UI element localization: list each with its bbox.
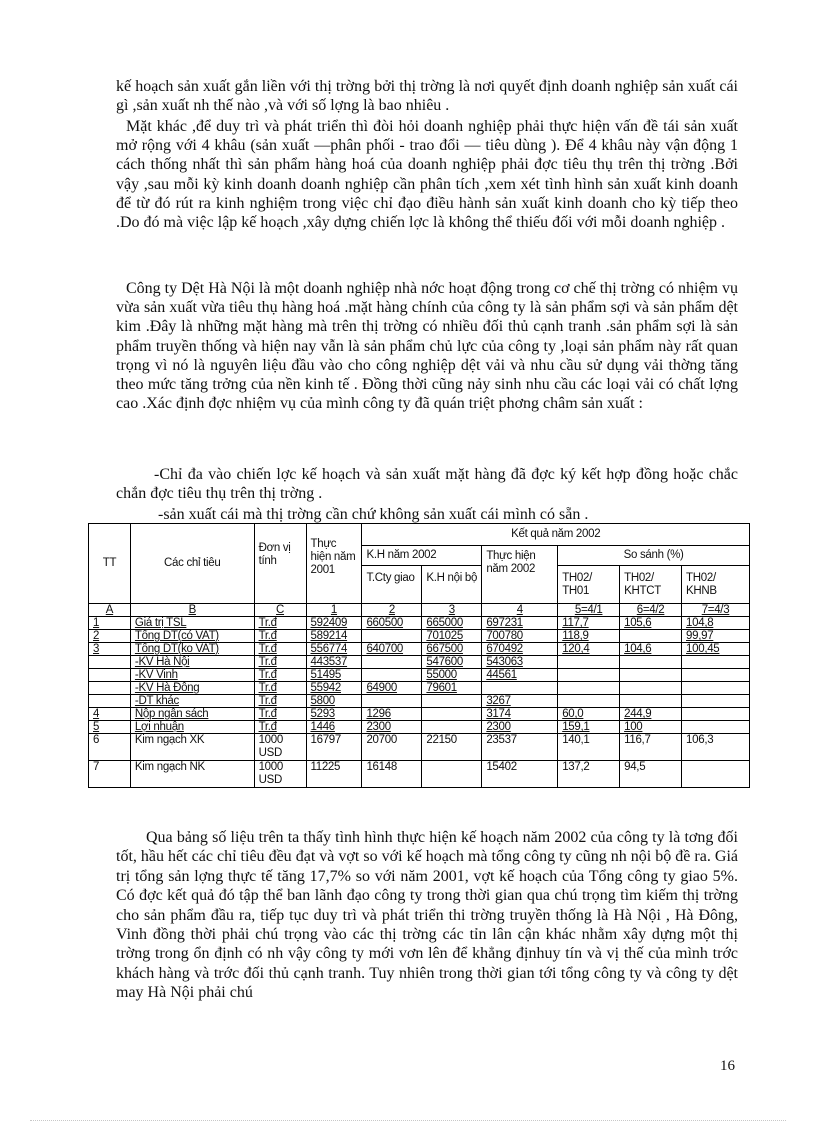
- table-cell: [362, 669, 422, 682]
- table-row: [89, 695, 750, 708]
- table-cell: Tr.đ: [254, 630, 306, 643]
- table-cell: [558, 656, 620, 669]
- table-cell: 443537: [306, 656, 362, 669]
- table-cell: Tổng DT(có VAT): [130, 630, 254, 643]
- table-cell: 3174: [482, 708, 558, 721]
- table-cell: Tr.đ: [254, 643, 306, 656]
- table-cell: Giá trị TSL: [130, 617, 254, 630]
- table-row: [89, 630, 750, 643]
- table-row: [89, 669, 750, 682]
- table-cell: 7: [89, 761, 131, 788]
- table-cell: 1000 USD: [254, 761, 306, 788]
- paragraph-3: Công ty Dệt Hà Nội là một doanh nghiệp nhà nớc hoạt động trong cơ chế thị trờng có nhiệm vụ vừa sản xuất vừa tiêu thụ hàng hoá .mặt hàng chính của công ty là sản phẩm sợi và sản phẩm dệt kim .Đây là những mặt hàng mà trên thị trờng có nhiều đối thủ cạnh tranh .sản phẩm sợi là sản phẩm truyền thống và hiện nay vẫn là sản phẩm chủ lực của công ty ,loại sản phẩm này rất quan trọng vì nó là nguyên liệu đầu vào cho công nghiệp dệt vải và nhu cầu sử dụng vải thờng tăng theo mức tăng trởng của nền kinh tế . Đồng thời cũng nảy sinh nhu cầu các loại vải có chất lợng cao .Xác định đợc nhiệm vụ của mình công ty đã quán triệt phơng châm sản xuất :: [116, 280, 738, 413]
- table-cell: 589214: [306, 630, 362, 643]
- table-cell: [620, 669, 682, 682]
- table-cell: [682, 721, 750, 734]
- table-cell: -DT khác: [130, 695, 254, 708]
- table-row: [89, 734, 750, 761]
- table-cell: [682, 695, 750, 708]
- table-cell: 137,2: [558, 761, 620, 788]
- table-cell: 116,7: [620, 734, 682, 761]
- table-cell: 117,7: [558, 617, 620, 630]
- table-cell: 6: [89, 734, 131, 761]
- table-cell: 55000: [422, 669, 482, 682]
- table-cell: 20700: [362, 734, 422, 761]
- table-cell: 697231: [482, 617, 558, 630]
- table-cell: 5: [89, 721, 131, 734]
- table-cell: 44561: [482, 669, 558, 682]
- table-cell: [89, 656, 131, 669]
- table-cell: 104,6: [620, 643, 682, 656]
- table-cell: [682, 761, 750, 788]
- table-cell: 104,8: [682, 617, 750, 630]
- table-cell: [620, 682, 682, 695]
- table-cell: [558, 682, 620, 695]
- header-th02-khnb: TH02/ KHNB: [682, 566, 750, 604]
- bullet-1: -Chỉ đa vào chiến lợc kế hoạch và sản xuất mặt hàng đã đợc ký kết hợp đồng hoặc chắc chắn đợc tiêu thụ trên thị trờng .: [116, 466, 738, 503]
- page-number: 16: [720, 1058, 735, 1074]
- table-cell: 2: [89, 630, 131, 643]
- table-cell: Kim ngạch NK: [130, 761, 254, 788]
- table-cell: 1446: [306, 721, 362, 734]
- code-cell: 6=4/2: [620, 604, 682, 617]
- table-row: [89, 708, 750, 721]
- table-cell: 100: [620, 721, 682, 734]
- header-don-vi: Đơn vị tính: [254, 524, 306, 604]
- paragraph-1: kế hoạch sản xuất gắn liền với thị trờng bởi thị trờng là nơi quyết định doanh nghiệp sản xuất cái gì ,sản xuất nh thế nào ,và với số lợng là bao nhiêu .: [116, 78, 738, 115]
- table-cell: Tổng DT(ko VAT): [130, 643, 254, 656]
- table-cell: [362, 695, 422, 708]
- table-cell: 667500: [422, 643, 482, 656]
- bullet-2: -sản xuất cái mà thị trờng cần chứ không sản xuất cái mình có sẵn .: [158, 506, 589, 523]
- code-cell: 4: [482, 604, 558, 617]
- table-cell: 16797: [306, 734, 362, 761]
- header-kh-noi-bo: K.H nội bộ: [422, 566, 482, 604]
- code-cell: 5=4/1: [558, 604, 620, 617]
- table-cell: 3: [89, 643, 131, 656]
- table-cell: Kim ngạch XK: [130, 734, 254, 761]
- table-cell: 700780: [482, 630, 558, 643]
- table-cell: Tr.đ: [254, 708, 306, 721]
- table-cell: 665000: [422, 617, 482, 630]
- paragraph-2: Mặt khác ,để duy trì và phát triển thì đòi hỏi doanh nghiệp phải thực hiện vấn đề tái sản xuất mở rộng với 4 khâu (sản xuất —phân phối - trao đổi — tiêu dùng ). Để 4 khâu này vận động 1 cách thống nhất thì sản phẩm hàng hoá của doanh nghiệp phải đợc tiêu thụ trên thị trờng .Bởi vậy ,sau mỗi kỳ kinh doanh doanh nghiệp cần phân tích ,xem xét tình hình sản xuất kinh doanh để từ đó rút ra kinh nghiệm trong việc chỉ đạo điều hành sản xuất kinh doanh cho kỳ tiếp theo .Do đó mà việc lập kế hoạch ,xây dựng chiến lợc là không thể thiếu đối với mỗi doanh nghiệp .: [116, 118, 738, 232]
- table-cell: -KV Hà Nội: [130, 656, 254, 669]
- table-cell: [558, 695, 620, 708]
- table-cell: [362, 656, 422, 669]
- table-body: [89, 617, 750, 734]
- table-cell: 79601: [422, 682, 482, 695]
- header-thuc-hien-2002: Thực hiện năm 2002: [482, 546, 558, 604]
- table-cell: [620, 630, 682, 643]
- code-cell: 1: [306, 604, 362, 617]
- table-cell: Lợi nhuận: [130, 721, 254, 734]
- table-cell: [682, 682, 750, 695]
- table-cell: [682, 669, 750, 682]
- table-cell: [422, 708, 482, 721]
- table-cell: Tr.đ: [254, 669, 306, 682]
- table-cell: 556774: [306, 643, 362, 656]
- paragraph-4: Qua bảng số liệu trên ta thấy tình hình thực hiện kế hoạch năm 2002 của công ty là tơng đối tốt, hầu hết các chỉ tiêu đều đạt và vợt so với kế hoạch mà tổng công ty cũng nh nội bộ đề ra. Giá trị tổng sản lợng thực tế tăng 17,7% so với năm 2001, vợt kế hoạch của Tổng công ty giao 5%. Có đợc kết quả đó tập thể ban lãnh đạo công ty trong thời gian qua chú trọng tìm kiếm thị trờng cho sản phẩm đầu ra, tiếp tục duy trì và phát triển thi trờng truyền thống là Hà Nội , Hà Đông, Vinh đồng thời phải chú trọng vào các thị trờng các tỉn lân cận khác nhằm xây dựng một thị trờng trong ổn định có nh vậy công ty mới vơn lên để khẳng địnhuy tín và vị thế của mình trớc khách hàng và trớc đối thủ cạnh tranh. Tuy nhiên trong thời gian tới tổng công ty và công ty dệt may Hà Nội phải chú: [116, 829, 738, 1002]
- table-cell: 547600: [422, 656, 482, 669]
- table-cell: 543063: [482, 656, 558, 669]
- table-cell: Tr.đ: [254, 617, 306, 630]
- table-cell: 15402: [482, 761, 558, 788]
- header-chi-tieu: Các chỉ tiêu: [130, 524, 254, 604]
- table-cell: 118,9: [558, 630, 620, 643]
- code-cell: 2: [362, 604, 422, 617]
- table-cell: -KV Hà Đông: [130, 682, 254, 695]
- table-cell: [422, 721, 482, 734]
- code-cell: B: [130, 604, 254, 617]
- table-cell: 4: [89, 708, 131, 721]
- table-cell: 94,5: [620, 761, 682, 788]
- table-cell: 106,3: [682, 734, 750, 761]
- table-cell: Tr.đ: [254, 656, 306, 669]
- table-cell: Tr.đ: [254, 682, 306, 695]
- table-cell: 99,97: [682, 630, 750, 643]
- code-cell: 3: [422, 604, 482, 617]
- table-cell: [620, 656, 682, 669]
- table-cell: 23537: [482, 734, 558, 761]
- table-cell: [558, 669, 620, 682]
- table-cell: [89, 669, 131, 682]
- table-cell: -KV Vinh: [130, 669, 254, 682]
- code-cell: C: [254, 604, 306, 617]
- table-cell: [682, 708, 750, 721]
- table-cell: [682, 656, 750, 669]
- table-cell: 244,9: [620, 708, 682, 721]
- table-cell: 140,1: [558, 734, 620, 761]
- table-cell: 1: [89, 617, 131, 630]
- table-cell: 100,45: [682, 643, 750, 656]
- table-cell: 1296: [362, 708, 422, 721]
- header-th02-th01: TH02/ TH01: [558, 566, 620, 604]
- table-cell: 16148: [362, 761, 422, 788]
- table-cell: 11225: [306, 761, 362, 788]
- table-cell: [620, 695, 682, 708]
- table-cell: [89, 695, 131, 708]
- table-cell: 701025: [422, 630, 482, 643]
- table-row: [89, 656, 750, 669]
- table-cell: [482, 682, 558, 695]
- table-cell: [89, 682, 131, 695]
- table-body-tall: [89, 734, 750, 788]
- header-thuc-hien-2001: Thực hiện năm 2001: [306, 524, 362, 604]
- footer-divider: [30, 1120, 786, 1121]
- table-cell: 670492: [482, 643, 558, 656]
- table-cell: 105,6: [620, 617, 682, 630]
- header-so-sanh: So sánh (%): [558, 546, 750, 566]
- table-cell: 51495: [306, 669, 362, 682]
- results-table: [88, 523, 750, 788]
- table-cell: 159,1: [558, 721, 620, 734]
- table-cell: 5293: [306, 708, 362, 721]
- table-cell: 64900: [362, 682, 422, 695]
- table-row: [89, 721, 750, 734]
- header-tt: TT: [89, 524, 131, 604]
- table-cell: 3267: [482, 695, 558, 708]
- table-row: [89, 643, 750, 656]
- table-row: [89, 617, 750, 630]
- table-cell: 592409: [306, 617, 362, 630]
- table-cell: 120,4: [558, 643, 620, 656]
- header-kh-2002: K.H năm 2002: [362, 546, 482, 566]
- table-cell: [362, 630, 422, 643]
- table-cell: 2300: [362, 721, 422, 734]
- table-cell: Nộp ngân sách: [130, 708, 254, 721]
- table-cell: Tr.đ: [254, 695, 306, 708]
- code-cell: A: [89, 604, 131, 617]
- table-cell: 660500: [362, 617, 422, 630]
- table-cell: 5800: [306, 695, 362, 708]
- table-cell: 640700: [362, 643, 422, 656]
- table-cell: 22150: [422, 734, 482, 761]
- header-ket-qua: Kết quả năm 2002: [362, 524, 750, 546]
- table-cell: 60,0: [558, 708, 620, 721]
- table-cell: [422, 761, 482, 788]
- header-th02-khtct: TH02/ KHTCT: [620, 566, 682, 604]
- table-cell: 2300: [482, 721, 558, 734]
- code-row: [89, 604, 750, 617]
- table-cell: 1000 USD: [254, 734, 306, 761]
- table-cell: 55942: [306, 682, 362, 695]
- table-cell: Tr.đ: [254, 721, 306, 734]
- header-tcty-giao: T.Cty giao: [362, 566, 422, 604]
- table-cell: [422, 695, 482, 708]
- table-row: [89, 682, 750, 695]
- table-row: [89, 761, 750, 788]
- code-cell: 7=4/3: [682, 604, 750, 617]
